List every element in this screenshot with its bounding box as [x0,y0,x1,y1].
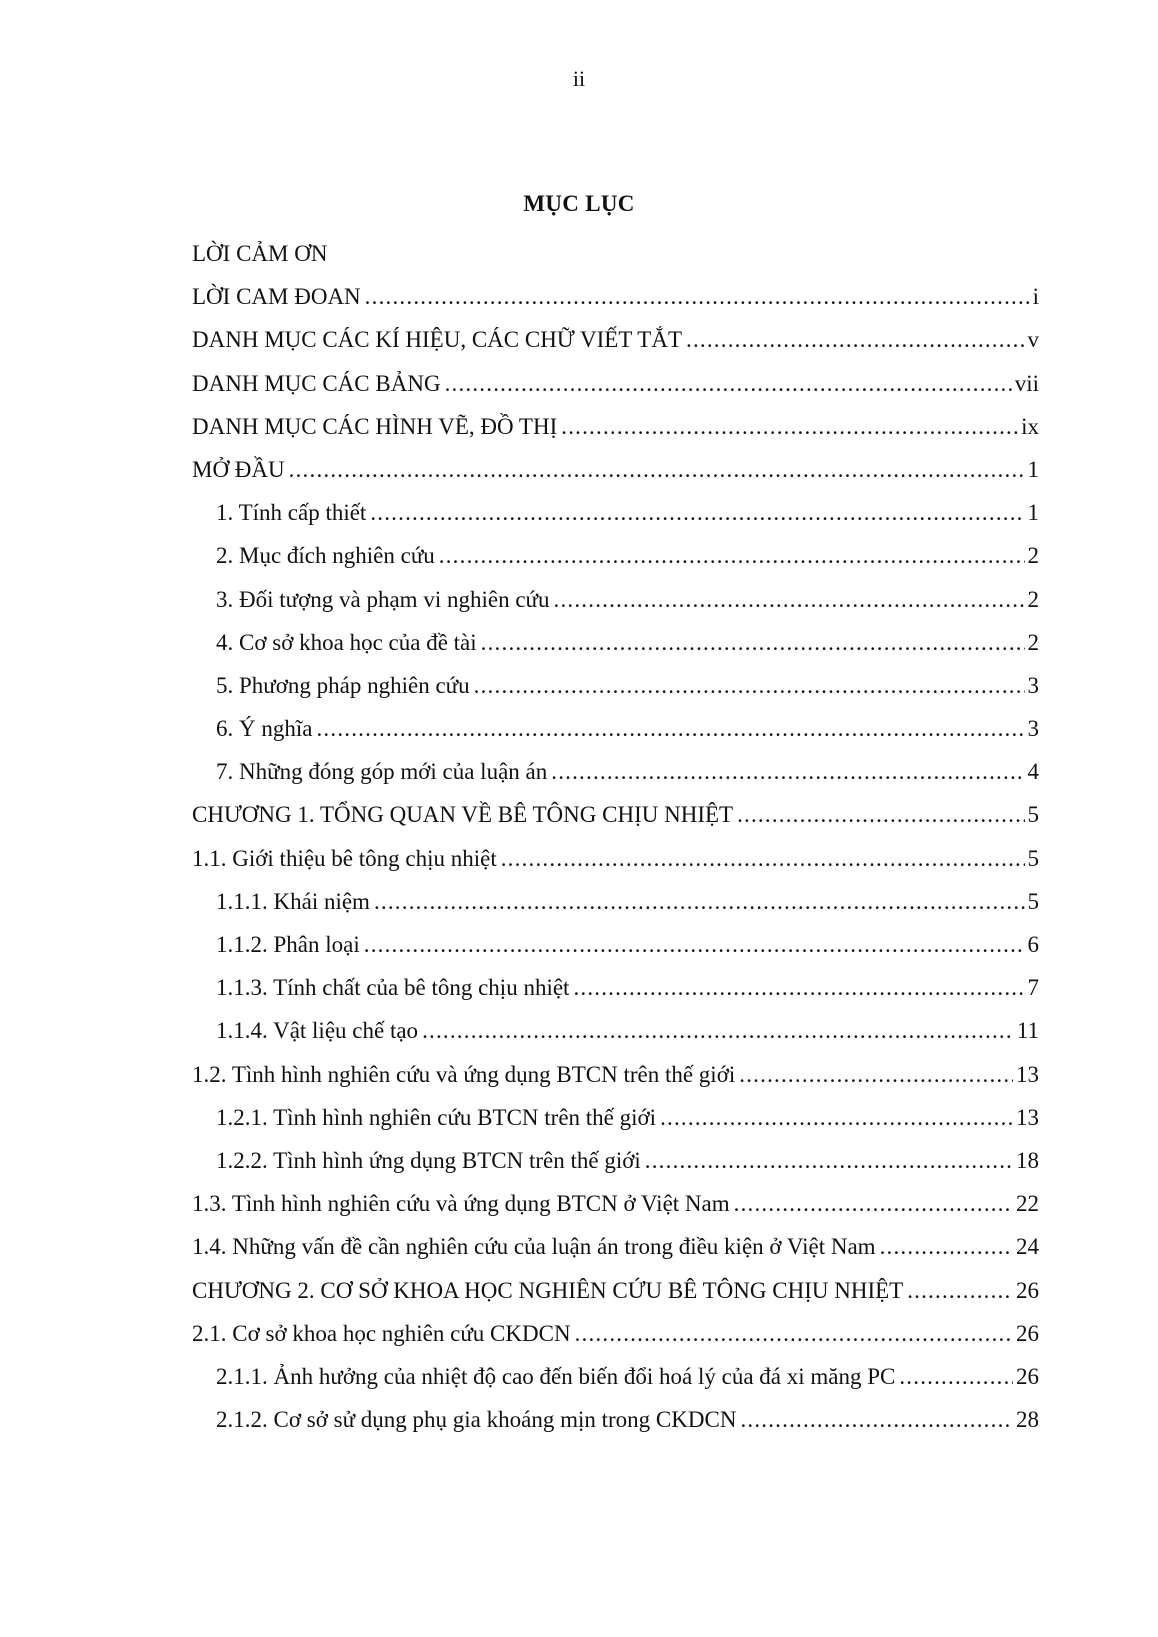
toc-entry[interactable] [192,1225,1039,1268]
toc-entry-page: 3 [1027,716,1039,742]
toc-entry-text: 1.1.3. Tính chất của bê tông chịu nhiệt [216,975,570,1001]
toc-entry-page: 5 [1027,845,1039,871]
toc-entry-text: DANH MỤC CÁC KÍ HIỆU, CÁC CHỮ VIẾT TẮT [192,327,682,353]
page-number: ii [572,66,586,91]
toc-entry-page: 18 [1016,1147,1039,1173]
dot-leader [554,578,1025,621]
dot-leader [370,491,1024,534]
toc-entry-text: 1.1.1. Khái niệm [216,888,370,914]
toc-entry-text: LỜI CẢM ƠN [192,241,328,266]
dot-leader [365,275,1030,318]
toc-entry-text: 7. Những đóng góp mới của luận án [216,759,548,785]
toc-entry-page: 28 [1016,1407,1039,1433]
toc-entry[interactable] [192,1182,1039,1225]
dot-leader [561,405,1018,448]
toc-entry-text: 3. Đối tượng và phạm vi nghiên cứu [216,586,550,612]
toc-entry-page: 6 [1027,932,1039,957]
toc-entry-page: 2 [1027,629,1039,655]
toc-entry-text: 2. Mục đích nghiên cứu [216,543,435,569]
toc-entry-text: 1. Tính cấp thiết [216,500,367,526]
toc-entry-text: 1.1.2. Phân loại [216,932,360,957]
dot-leader [289,448,1025,491]
toc-entry[interactable] [192,966,1039,1009]
toc-entry[interactable] [192,1398,1039,1441]
toc-entry[interactable] [192,405,1039,448]
toc-entry-page: 13 [1016,1104,1039,1130]
toc-entry-text: DANH MỤC CÁC HÌNH VẼ, ĐỒ THỊ [192,413,558,439]
toc-entry-text: LỜI CAM ĐOAN [192,284,361,310]
toc-entry-text: 2.1.1. Ảnh hưởng của nhiệt độ cao đến biến đổi hoá lý của đá xi măng PC [216,1363,896,1389]
toc-entry-text: 2.1.2. Cơ sở sử dụng phụ gia khoáng mịn trong CKDCN [216,1407,737,1433]
toc-entry-page: 7 [1027,975,1039,1001]
toc-entry[interactable] [192,1312,1039,1355]
dot-leader [551,750,1024,793]
toc-entry-page: vii [1014,370,1039,396]
toc-entry-text: CHƯƠNG 2. CƠ SỞ KHOA HỌC NGHIÊN CỨU BÊ TÔNG CHỊU NHIỆT [192,1277,904,1303]
toc-title: MỤC LỤC [523,191,635,216]
toc-entry[interactable] [192,1355,1039,1398]
toc-entry-page: 26 [1016,1320,1039,1346]
toc-entry-text: 2.1. Cơ sở khoa học nghiên cứu CKDCN [192,1320,571,1346]
dot-leader [422,1009,1014,1052]
toc-entry[interactable] [192,621,1039,664]
dot-leader [734,1182,1013,1225]
toc-entry-page: 22 [1016,1191,1039,1217]
dot-leader [899,1355,1013,1398]
toc-entry-page: 1 [1027,456,1039,482]
dot-leader [686,318,1025,361]
toc-entry[interactable] [192,318,1039,361]
toc-entry-text: 1.3. Tình hình nghiên cứu và ứng dụng BTCN ở Việt Nam [192,1191,730,1217]
dot-leader [660,1096,1013,1139]
toc-entry-page: 26 [1016,1277,1039,1303]
toc-entry[interactable] [192,491,1039,534]
toc-entry[interactable] [192,578,1039,621]
toc-entry-text: 5. Phương pháp nghiên cứu [216,672,470,698]
toc-entry-page: 1 [1027,500,1039,526]
toc-entry-text: 4. Cơ sở khoa học của đề tài [216,629,477,655]
toc-entry[interactable] [192,534,1039,577]
toc-entry-text: 1.4. Những vấn đề cần nghiên cứu của luận án trong điều kiện ở Việt Nam [192,1234,876,1260]
toc-entry[interactable] [192,448,1039,491]
toc-entry[interactable] [192,750,1039,793]
dot-leader [739,1053,1013,1096]
toc-entry-page: 11 [1016,1018,1039,1044]
toc-entry-page: 13 [1016,1061,1039,1087]
toc-entry-text: 1.1. Giới thiệu bê tông chịu nhiệt [192,845,497,871]
dot-leader [445,362,1012,405]
toc-entry[interactable] [192,664,1039,707]
toc-entry-text: 1.2. Tình hình nghiên cứu và ứng dụng BTCN trên thế giới [192,1061,736,1087]
dot-leader [740,1398,1013,1441]
toc-entry-page: 24 [1016,1234,1039,1260]
dot-leader [474,664,1025,707]
toc-entry[interactable] [192,837,1039,880]
toc-entry[interactable] [192,1009,1039,1052]
toc-entry-text: DANH MỤC CÁC BẢNG [192,370,441,396]
toc-entry-text: MỞ ĐẦU [192,456,285,482]
toc-entry-page: 5 [1027,888,1039,914]
toc-entry-text: 1.1.4. Vật liệu chế tạo [216,1018,419,1044]
toc-entry[interactable] [192,275,1039,318]
toc-entry[interactable] [192,1139,1039,1182]
dot-leader [439,534,1025,577]
toc-entry-page: 2 [1027,543,1039,569]
toc-entry-text: 1.2.2. Tình hình ứng dụng BTCN trên thế giới [216,1147,641,1173]
dot-leader [501,837,1025,880]
toc-entry-text: CHƯƠNG 1. TỔNG QUAN VỀ BÊ TÔNG CHỊU NHIỆT [192,802,734,828]
toc-entry-page: ix [1021,413,1039,439]
toc-entry[interactable] [192,923,1039,966]
toc-entry[interactable] [192,362,1039,405]
dot-leader [880,1225,1013,1268]
toc-entry[interactable] [192,232,1039,275]
toc-entry-page: 3 [1027,672,1039,698]
dot-leader [481,621,1025,664]
toc-entry-page: v [1027,327,1039,353]
table-of-contents [192,232,1039,1441]
dot-leader [737,793,1024,836]
toc-entry[interactable] [192,1053,1039,1096]
toc-entry[interactable] [192,707,1039,750]
toc-entry[interactable] [192,880,1039,923]
toc-entry[interactable] [192,1096,1039,1139]
toc-entry-page: 26 [1016,1363,1039,1389]
toc-entry-page: 2 [1027,586,1039,612]
dot-leader [907,1269,1013,1312]
dot-leader [645,1139,1013,1182]
dot-leader [316,707,1024,750]
dot-leader [374,880,1025,923]
toc-entry-page: 5 [1027,802,1039,828]
toc-entry[interactable] [192,1269,1039,1312]
dot-leader [573,966,1024,1009]
toc-entry-text: 1.2.1. Tình hình nghiên cứu BTCN trên thế giới [216,1104,657,1130]
dot-leader [364,923,1025,966]
toc-entry-page: 4 [1027,759,1039,785]
toc-entry-page: i [1032,284,1039,310]
toc-entry[interactable] [192,793,1039,836]
toc-entry-text: 6. Ý nghĩa [216,716,313,742]
dot-leader [575,1312,1013,1355]
